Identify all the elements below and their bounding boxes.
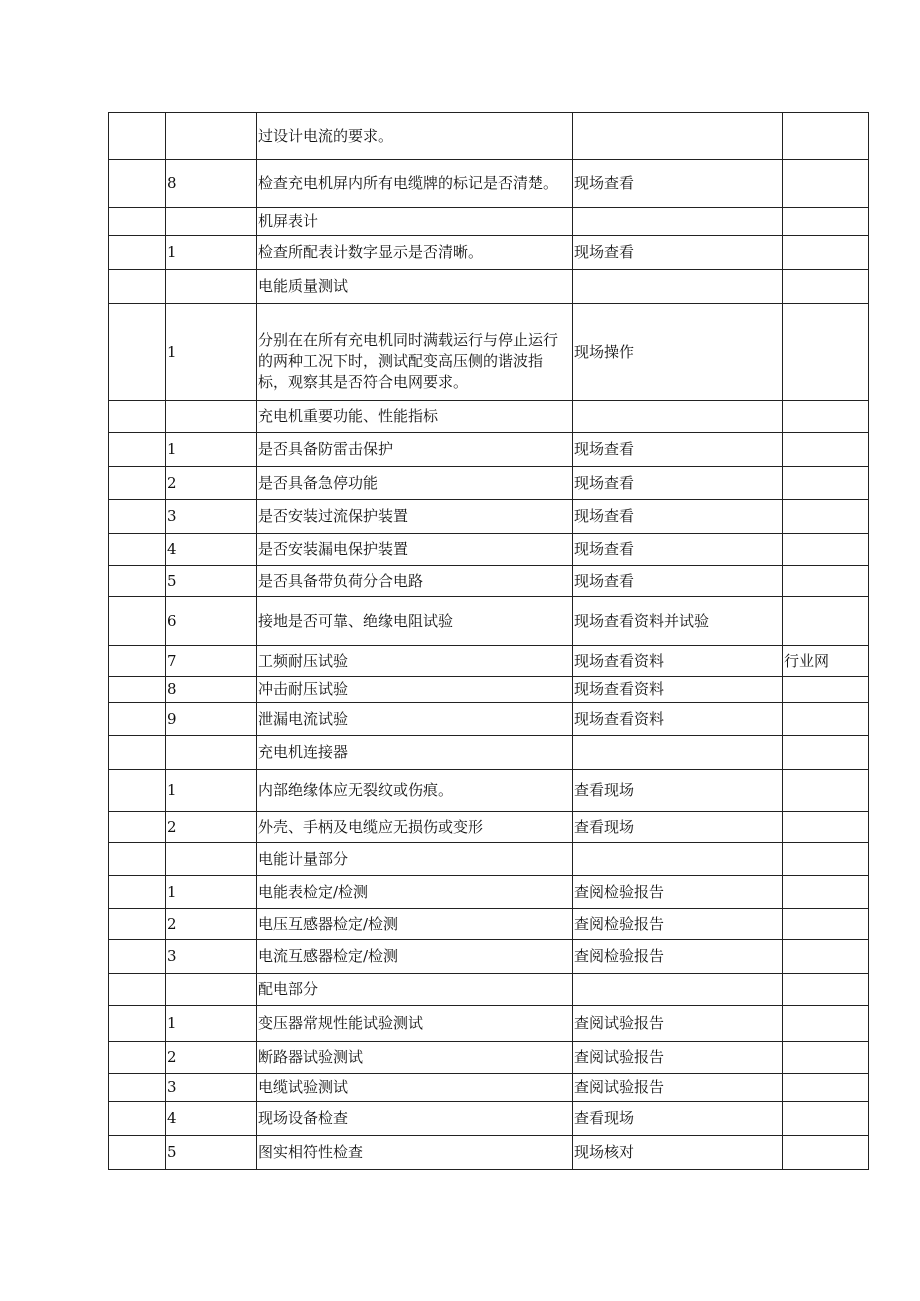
inspection-item: 断路器试验测试: [257, 1042, 573, 1074]
cell-blank: [109, 736, 166, 770]
inspection-method: 现场查看资料: [573, 703, 783, 736]
row-number: 9: [166, 703, 257, 736]
cell-blank: [109, 940, 166, 974]
row-number: [166, 974, 257, 1006]
row-number: 2: [166, 909, 257, 940]
row-note: [783, 1042, 869, 1074]
row-note: [783, 1102, 869, 1136]
row-note: [783, 500, 869, 534]
inspection-method: [573, 843, 783, 876]
table-row: [109, 1042, 869, 1074]
row-number: 1: [166, 236, 257, 270]
row-number: [166, 736, 257, 770]
inspection-method: 查阅试验报告: [573, 1042, 783, 1074]
section-title: 充电机重要功能、性能指标: [257, 401, 573, 433]
row-number: [166, 113, 257, 160]
row-number: 8: [166, 160, 257, 208]
cell-blank: [109, 236, 166, 270]
table-row: [109, 703, 869, 736]
row-note: [783, 876, 869, 909]
cell-blank: [109, 113, 166, 160]
inspection-item: 过设计电流的要求。: [257, 113, 573, 160]
table-row: [109, 1006, 869, 1042]
inspection-table: [108, 112, 869, 1170]
row-note: [783, 703, 869, 736]
inspection-item: 是否安装漏电保护装置: [257, 534, 573, 566]
row-note: [783, 1136, 869, 1170]
inspection-method: 现场查看: [573, 500, 783, 534]
section-title: 电能计量部分: [257, 843, 573, 876]
row-number: [166, 401, 257, 433]
row-note: [783, 208, 869, 236]
cell-blank: [109, 467, 166, 500]
cell-blank: [109, 1102, 166, 1136]
table-row: [109, 770, 869, 812]
inspection-item: 冲击耐压试验: [257, 677, 573, 703]
inspection-method: [573, 270, 783, 304]
section-row: [109, 843, 869, 876]
table-row: [109, 1136, 869, 1170]
row-number: 3: [166, 500, 257, 534]
table-row: [109, 909, 869, 940]
inspection-method: [573, 401, 783, 433]
row-number: 4: [166, 1102, 257, 1136]
row-number: 2: [166, 1042, 257, 1074]
cell-blank: [109, 500, 166, 534]
inspection-item: 是否安装过流保护装置: [257, 500, 573, 534]
row-number: 2: [166, 467, 257, 500]
inspection-method: [573, 208, 783, 236]
row-note: [783, 812, 869, 843]
inspection-item: 电流互感器检定/检测: [257, 940, 573, 974]
section-row: [109, 974, 869, 1006]
table-row: [109, 433, 869, 467]
row-note: [783, 113, 869, 160]
cell-blank: [109, 597, 166, 646]
inspection-item: 内部绝缘体应无裂纹或伤痕。: [257, 770, 573, 812]
section-row: [109, 270, 869, 304]
cell-blank: [109, 974, 166, 1006]
row-note: [783, 940, 869, 974]
cell-blank: [109, 646, 166, 677]
cell-blank: [109, 677, 166, 703]
row-number: 8: [166, 677, 257, 703]
inspection-method: 现场查看资料并试验: [573, 597, 783, 646]
cell-blank: [109, 160, 166, 208]
row-number: 1: [166, 433, 257, 467]
row-note: [783, 467, 869, 500]
section-title: 充电机连接器: [257, 736, 573, 770]
inspection-item: 电压互感器检定/检测: [257, 909, 573, 940]
section-title: 电能质量测试: [257, 270, 573, 304]
inspection-item: 泄漏电流试验: [257, 703, 573, 736]
inspection-item: 分别在在所有充电机同时满载运行与停止运行的两种工况下时，测试配变高压侧的谐波指标，观察其是否符合电网要求。: [257, 304, 573, 401]
inspection-method: 现场核对: [573, 1136, 783, 1170]
table-row: [109, 236, 869, 270]
table-row: [109, 467, 869, 500]
row-number: 3: [166, 1074, 257, 1102]
inspection-item: 现场设备检查: [257, 1102, 573, 1136]
inspection-method: 现场查看: [573, 566, 783, 597]
row-note: [783, 304, 869, 401]
section-row: [109, 736, 869, 770]
table-row: [109, 677, 869, 703]
cell-blank: [109, 843, 166, 876]
cell-blank: [109, 1074, 166, 1102]
inspection-method: 查阅试验报告: [573, 1006, 783, 1042]
row-note: [783, 160, 869, 208]
cell-blank: [109, 1006, 166, 1042]
row-note: [783, 597, 869, 646]
row-note: [783, 566, 869, 597]
row-number: 5: [166, 1136, 257, 1170]
cell-blank: [109, 1042, 166, 1074]
row-number: 3: [166, 940, 257, 974]
inspection-method: 查阅检验报告: [573, 876, 783, 909]
row-note: [783, 401, 869, 433]
row-number: 1: [166, 770, 257, 812]
inspection-item: 检查所配表计数字显示是否清晰。: [257, 236, 573, 270]
table-row: [109, 1102, 869, 1136]
row-number: 7: [166, 646, 257, 677]
section-row: [109, 208, 869, 236]
inspection-item: 外壳、手柄及电缆应无损伤或变形: [257, 812, 573, 843]
inspection-method: [573, 113, 783, 160]
inspection-item: 是否具备急停功能: [257, 467, 573, 500]
cell-blank: [109, 433, 166, 467]
inspection-item: 检查充电机屏内所有电缆牌的标记是否清楚。: [257, 160, 573, 208]
cell-blank: [109, 876, 166, 909]
inspection-method: 现场查看资料: [573, 677, 783, 703]
row-note: [783, 236, 869, 270]
cell-blank: [109, 534, 166, 566]
cell-blank: [109, 304, 166, 401]
cell-blank: [109, 270, 166, 304]
row-number: 2: [166, 812, 257, 843]
inspection-method: 现场查看资料: [573, 646, 783, 677]
inspection-item: 电缆试验测试: [257, 1074, 573, 1102]
cell-blank: [109, 1136, 166, 1170]
inspection-method: 查看现场: [573, 812, 783, 843]
inspection-item: 图实相符性检查: [257, 1136, 573, 1170]
row-note: [783, 974, 869, 1006]
row-number: 4: [166, 534, 257, 566]
inspection-item: 是否具备防雷击保护: [257, 433, 573, 467]
inspection-method: 查阅检验报告: [573, 909, 783, 940]
row-note: [783, 270, 869, 304]
table-row: [109, 646, 869, 677]
row-note: [783, 909, 869, 940]
inspection-method: 查阅试验报告: [573, 1074, 783, 1102]
inspection-method: 现场查看: [573, 433, 783, 467]
row-note: [783, 1006, 869, 1042]
inspection-method: 现场操作: [573, 304, 783, 401]
cell-blank: [109, 566, 166, 597]
section-row: [109, 401, 869, 433]
inspection-method: 现场查看: [573, 534, 783, 566]
inspection-method: 查看现场: [573, 1102, 783, 1136]
row-note: [783, 433, 869, 467]
row-number: [166, 208, 257, 236]
table-row: [109, 113, 869, 160]
row-number: 6: [166, 597, 257, 646]
inspection-method: 现场查看: [573, 467, 783, 500]
row-note: [783, 770, 869, 812]
row-number: [166, 270, 257, 304]
section-title: 机屏表计: [257, 208, 573, 236]
section-title: 配电部分: [257, 974, 573, 1006]
table-row: [109, 534, 869, 566]
inspection-item: 电能表检定/检测: [257, 876, 573, 909]
row-number: 1: [166, 1006, 257, 1042]
table-row: [109, 500, 869, 534]
inspection-method: [573, 736, 783, 770]
row-number: 1: [166, 876, 257, 909]
table-row: [109, 160, 869, 208]
inspection-item: 是否具备带负荷分合电路: [257, 566, 573, 597]
table-row: [109, 1074, 869, 1102]
cell-blank: [109, 401, 166, 433]
cell-blank: [109, 909, 166, 940]
cell-blank: [109, 703, 166, 736]
table-row: [109, 812, 869, 843]
inspection-method: 查看现场: [573, 770, 783, 812]
inspection-method: 现场查看: [573, 160, 783, 208]
cell-blank: [109, 812, 166, 843]
table-row: [109, 940, 869, 974]
row-note: [783, 1074, 869, 1102]
inspection-item: 接地是否可靠、绝缘电阻试验: [257, 597, 573, 646]
row-note: 行业网: [783, 646, 869, 677]
cell-blank: [109, 208, 166, 236]
row-number: 5: [166, 566, 257, 597]
row-note: [783, 677, 869, 703]
inspection-item: 工频耐压试验: [257, 646, 573, 677]
table-row: [109, 597, 869, 646]
table-row: [109, 304, 869, 401]
row-note: [783, 736, 869, 770]
row-number: 1: [166, 304, 257, 401]
cell-blank: [109, 770, 166, 812]
inspection-method: [573, 974, 783, 1006]
row-note: [783, 843, 869, 876]
row-note: [783, 534, 869, 566]
table-row: [109, 876, 869, 909]
inspection-item: 变压器常规性能试验测试: [257, 1006, 573, 1042]
row-number: [166, 843, 257, 876]
table-row: [109, 566, 869, 597]
inspection-method: 查阅检验报告: [573, 940, 783, 974]
inspection-method: 现场查看: [573, 236, 783, 270]
